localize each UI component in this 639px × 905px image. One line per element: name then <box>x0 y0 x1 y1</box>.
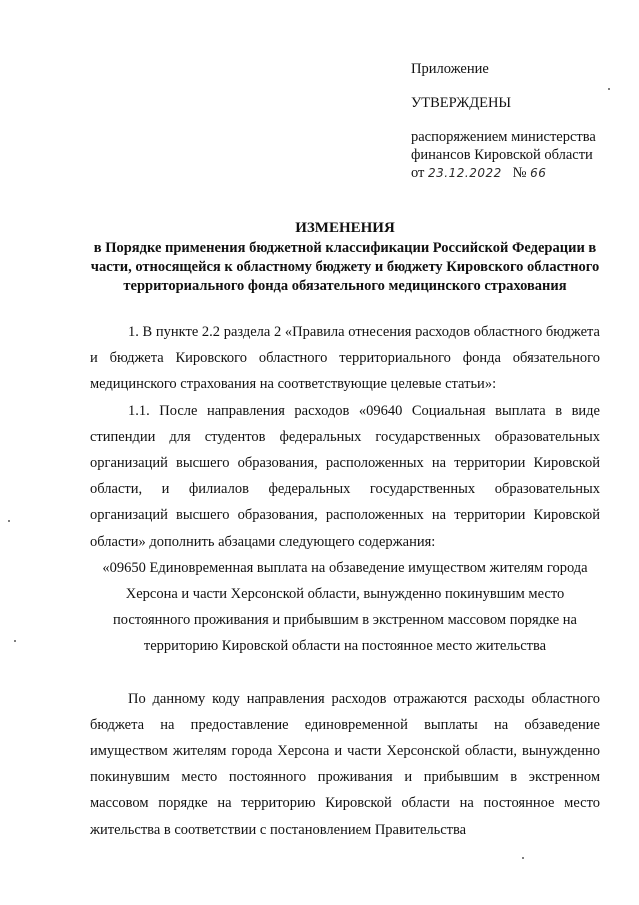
order-line-1: распоряжением министерства <box>411 129 596 145</box>
appendix-label: Приложение <box>411 61 489 77</box>
approval-block <box>411 60 626 182</box>
paragraph-description: По данному коду направления расходов отражаются расходы областного бюджета на предоставление единовременной выплаты на обзаведение имуществом жителям города Херсона и части Херсонской области, вынужденно покинувшим место постоянного проживания и прибывшим в экстренном массовом порядке на территорию Кировской области на постоянное место жительства в соответствии с постановлением Правительства <box>90 690 600 838</box>
scan-speck <box>608 88 610 90</box>
document-body <box>90 319 600 843</box>
scan-speck <box>14 640 16 642</box>
scan-speck <box>8 520 10 522</box>
blank-line <box>90 660 600 686</box>
scan-speck <box>522 857 524 859</box>
document-heading <box>90 219 600 296</box>
quoted-direction: «09650 Единовременная выплата на обзаведение имуществом жителям города Херсона и части Херсонской области, вынужденно покинувшим место постоянного проживания и прибывшим в экстренном массовом порядке на территорию Кировской области на постоянное место жительства <box>102 559 588 655</box>
handwritten-date: 23.12.2022 <box>428 166 502 180</box>
date-prefix: от <box>411 165 425 181</box>
paragraph-1: 1. В пункте 2.2 раздела 2 «Правила отнесения расходов областного бюджета и бюджета Кировского областного территориального фонда обязательного медицинского страхования на соответствующие целевые статьи»: <box>90 324 600 393</box>
paragraph-1-1: 1.1. После направления расходов «09640 Социальная выплата в виде стипендии для студентов федеральных государственных образовательных организаций высшего образования, расположенных на территории Кировской области, и филиалов федеральных государственных образовательных организаций высшего образования, расположенных на территории Кировской области» дополнить абзацами следующего содержания: <box>90 402 600 550</box>
document-title: ИЗМЕНЕНИЯ <box>295 220 395 236</box>
order-line-2: финансов Кировской области <box>411 147 593 163</box>
handwritten-number: 66 <box>530 166 547 180</box>
number-prefix: № <box>512 165 527 181</box>
date-number-line <box>411 164 626 182</box>
approved-label: УТВЕРЖДЕНЫ <box>411 95 512 111</box>
document-subtitle: в Порядке применения бюджетной классификации Российской Федерации в части, относящейся к областному бюджету и бюджету Кировского областного территориального фонда обязательного медицинского страхования <box>90 240 600 294</box>
